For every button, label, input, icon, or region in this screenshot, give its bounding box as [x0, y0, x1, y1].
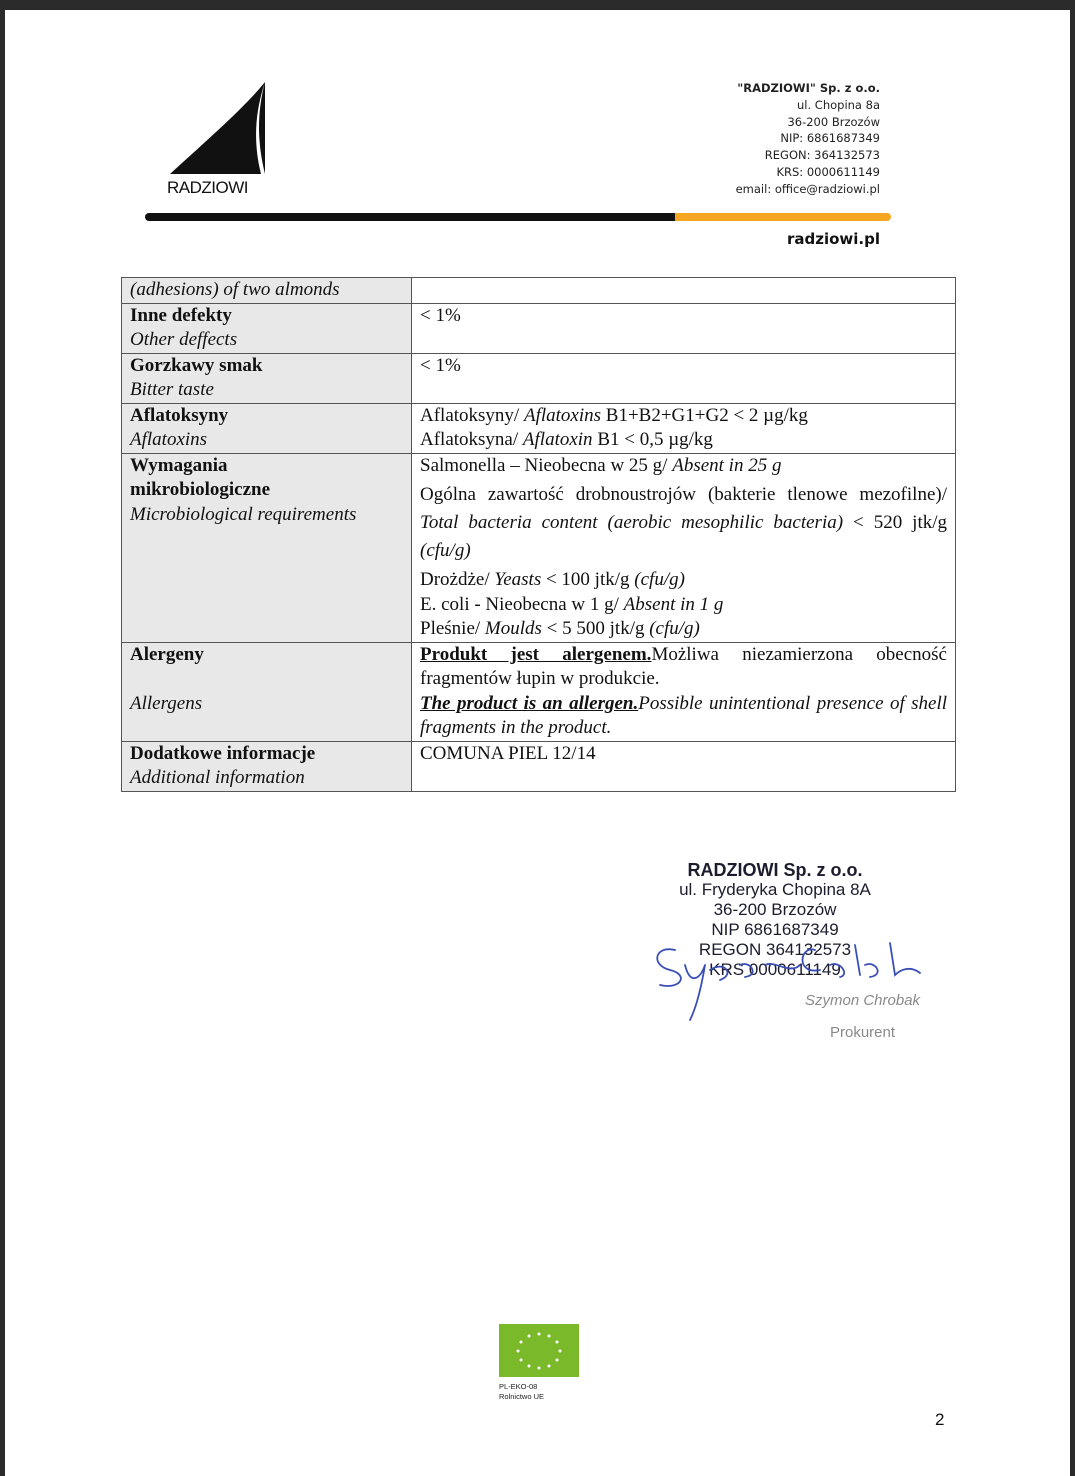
- table-row: [122, 453, 956, 642]
- eco-origin-line: Rolnictwo UE: [499, 1392, 545, 1401]
- label-en: Bitter taste: [130, 379, 214, 400]
- company-nip: NIP: 6861687349: [780, 131, 880, 146]
- company-street: ul. Chopina 8a: [797, 97, 880, 112]
- row-label: [122, 741, 412, 791]
- stamp-city: 36-200 Brzozów: [713, 900, 837, 919]
- company-regon: REGON: 364132573: [764, 148, 880, 163]
- company-email: email: office@radziowi.pl: [735, 181, 880, 196]
- aflatoxin-b1: Aflatoksyna/ Aflatoxin B1 < 0,5 µg/kg: [420, 429, 713, 450]
- row-value: COMUNA PIEL 12/14: [412, 741, 956, 791]
- ecoli-requirement: E. coli - Nieobecna w 1 g/ Absent in 1 g: [420, 593, 724, 615]
- handwritten-signature-icon: [650, 935, 930, 1025]
- document-page: [5, 10, 1070, 1476]
- row-label: [122, 353, 412, 403]
- website-link[interactable]: radziowi.pl: [786, 230, 880, 248]
- header-divider-dark: [145, 213, 680, 221]
- row-label: [122, 453, 412, 642]
- table-row: [122, 403, 956, 453]
- signer-name: Szymon Chrobak: [805, 992, 921, 1009]
- allergen-statement-en: The product is an allergen.Possible unintentional presence of shell fragments in the product.: [420, 692, 947, 738]
- table-row: [122, 642, 956, 741]
- eu-organic-logo: [499, 1324, 579, 1377]
- row-label: (adhesions) of two almonds: [122, 278, 412, 304]
- row-value: [412, 453, 956, 642]
- signer-role: Prokurent: [830, 1024, 896, 1041]
- row-value: < 1%: [412, 303, 956, 353]
- row-label: [122, 403, 412, 453]
- eu-leaf-stars-icon: [499, 1324, 579, 1377]
- table-row: [122, 278, 956, 304]
- stamp-street: ul. Fryderyka Chopina 8A: [679, 880, 871, 899]
- row-label: [122, 642, 412, 741]
- label-pl: Dodatkowe informacje: [130, 742, 316, 764]
- row-value: < 1%: [412, 353, 956, 403]
- company-address: [736, 80, 880, 198]
- stamp-name: RADZIOWI Sp. z o.o.: [687, 860, 863, 880]
- logo-wordmark: RADZIOWI: [167, 178, 248, 197]
- stamp-krs: KRS 0000611149: [709, 960, 841, 979]
- aflatoxins-total: Aflatoksyny/ Aflatoxins B1+B2+G1+G2 < 2 µg/kg: [420, 404, 808, 426]
- stamp-regon: REGON 364132573: [698, 940, 852, 959]
- table-row: [122, 303, 956, 353]
- label-pl: Gorzkawy smak: [130, 354, 263, 376]
- row-label: [122, 303, 412, 353]
- company-krs: KRS: 0000611149: [776, 164, 880, 179]
- table-row: [122, 741, 956, 791]
- label-en: Aflatoxins: [130, 429, 208, 450]
- label-pl: Aflatoksyny: [130, 404, 229, 426]
- salmonella-requirement: Salmonella – Nieobecna w 25 g/ Absent in 25 g: [420, 454, 782, 476]
- organic-certification-code: [499, 1382, 544, 1402]
- row-value: [412, 278, 956, 304]
- specification-table: [121, 277, 956, 792]
- label-pl: mikrobiologiczne: [130, 479, 271, 500]
- header-divider-accent: [675, 213, 891, 221]
- label-en: Other deffects: [130, 329, 238, 350]
- allergen-statement-pl: Produkt jest alergenem.Możliwa niezamierzona obecność fragmentów łupin w produkcie.: [420, 643, 947, 689]
- page-number: 2: [935, 1410, 945, 1429]
- label-en: Additional information: [130, 767, 305, 788]
- row-value: [412, 642, 956, 741]
- label-en: Microbiological requirements: [130, 503, 357, 525]
- total-bacteria-requirement: Ogólna zawartość drobnoustrojów (bakterie tlenowe mezofilne)/ Total bacteria content (aerobic mesophilic bacteria) < 520 jtk/g (cfu/g): [420, 484, 947, 561]
- company-name: "RADZIOWI" Sp. z o.o.: [737, 81, 880, 95]
- company-logo: [165, 82, 275, 212]
- company-city: 36-200 Brzozów: [787, 114, 880, 129]
- moulds-requirement: Pleśnie/ Moulds < 5 500 jtk/g (cfu/g): [420, 618, 700, 639]
- eco-code-line: PL-EKO-08: [499, 1382, 538, 1391]
- row-value: [412, 403, 956, 453]
- label-pl: Alergeny: [130, 643, 204, 665]
- sail-logo-icon: [165, 82, 275, 182]
- label-pl: Inne defekty: [130, 304, 232, 326]
- label-en: Allergens: [130, 692, 203, 714]
- label-pl: Wymagania: [130, 454, 228, 476]
- table-row: [122, 353, 956, 403]
- yeasts-requirement: Drożdże/ Yeasts < 100 jtk/g (cfu/g): [420, 569, 685, 590]
- stamp-nip: NIP 6861687349: [711, 920, 839, 939]
